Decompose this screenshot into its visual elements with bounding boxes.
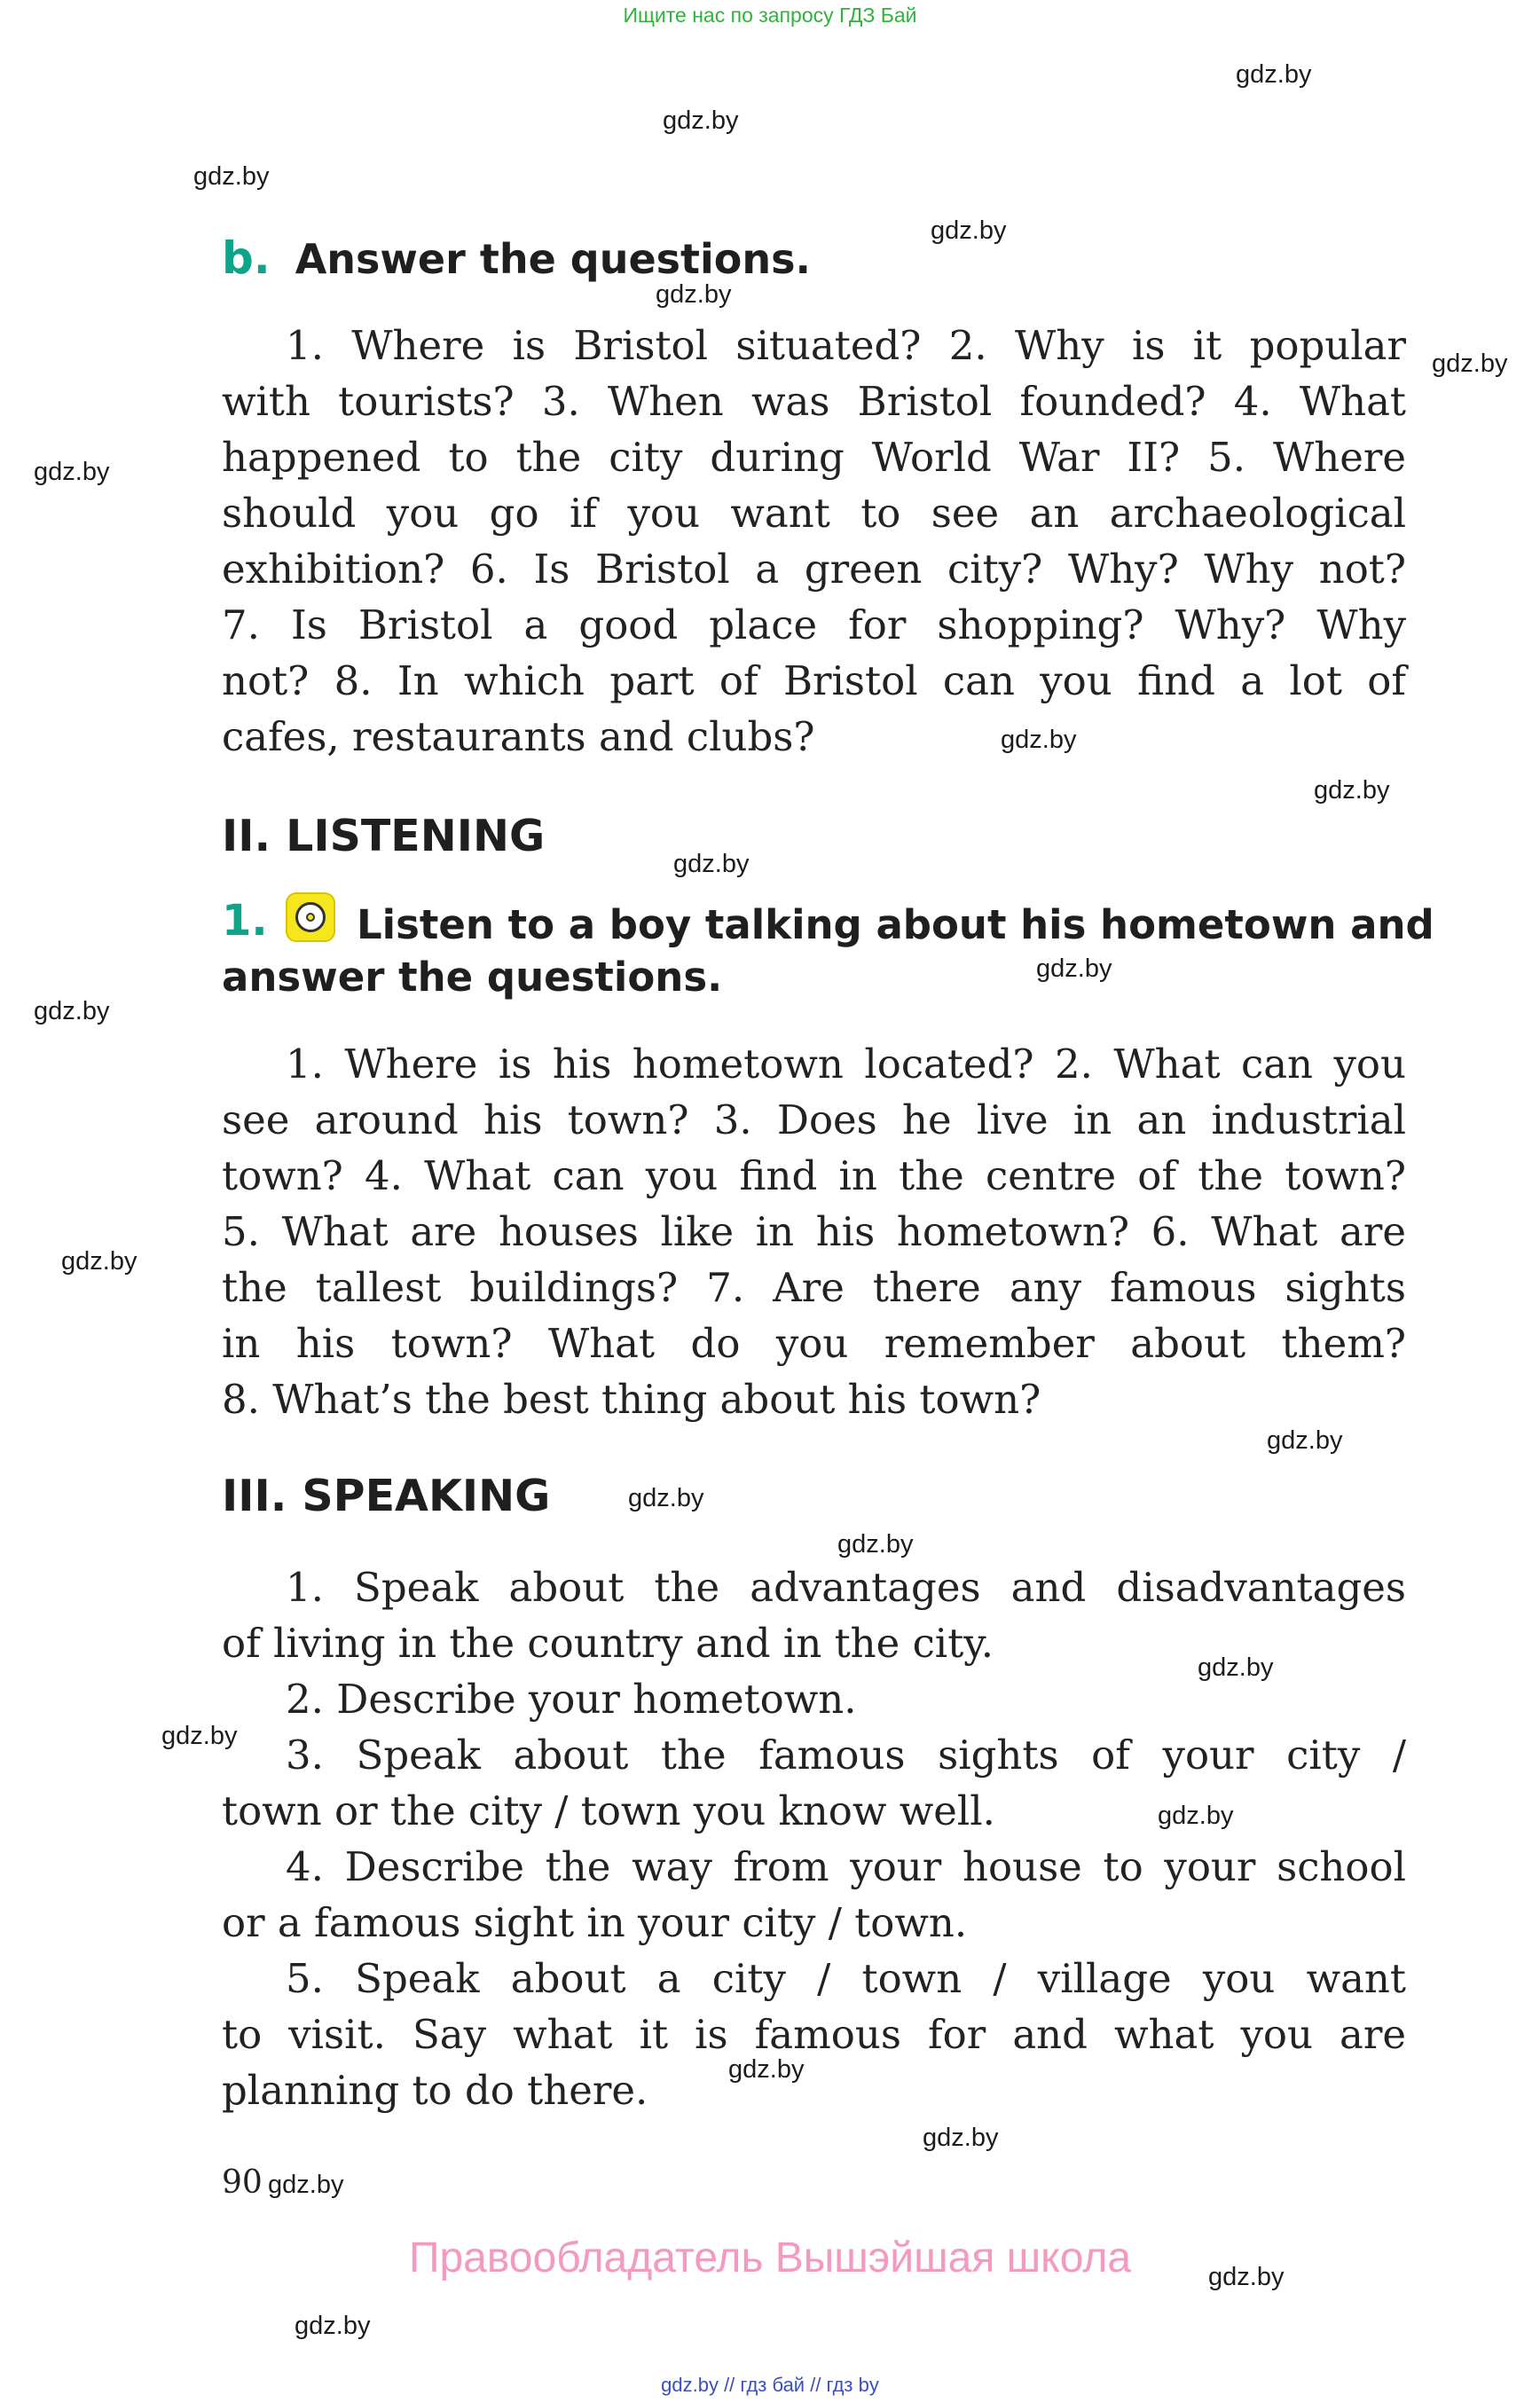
watermark: gdz.by (161, 1722, 238, 1750)
text-line: 8. What’s the best thing about his town? (222, 1376, 1041, 1423)
text-line: 3. Speak about the famous sights of your city / (286, 1732, 1406, 1779)
watermark: gdz.by (1198, 1653, 1274, 1682)
watermark: gdz.by (656, 280, 732, 309)
audio-cd-icon (286, 892, 335, 942)
watermark: gdz.by (931, 216, 1007, 245)
watermark: gdz.by (268, 2171, 344, 2199)
watermark: gdz.by (1314, 776, 1390, 805)
watermark: gdz.by (628, 1484, 704, 1512)
listening-task-number: 1. (222, 896, 268, 946)
text-line: cafes, restaurants and clubs? (222, 713, 815, 760)
text-line: 4. Describe the way from your house to your school (286, 1843, 1406, 1890)
text-line: 1. Speak about the advantages and disadvantages (286, 1564, 1406, 1611)
rights-holder: Правообладатель Вышэйшая школа (408, 2234, 1132, 2281)
listening-questions (222, 1036, 1406, 1427)
watermark: gdz.by (34, 458, 110, 486)
text-line: with tourists? 3. When was Bristol founded? 4. What (222, 378, 1406, 425)
section-b-questions (222, 318, 1406, 765)
text-line: should you go if you want to see an archaeological (222, 490, 1406, 537)
watermark: gdz.by (1158, 1802, 1234, 1830)
text-line: town or the city / town you know well. (222, 1787, 995, 1834)
text-line: 5. Speak about a city / town / village you want (286, 1955, 1406, 2002)
text-line: see around his town? 3. Does he live in an industrial (222, 1096, 1406, 1143)
top-banner: Ищите нас по запросу ГДЗ Бай (623, 4, 917, 27)
page-number: 90 (222, 2164, 263, 2201)
watermark: gdz.by (1036, 954, 1112, 983)
text-line: planning to do there. (222, 2067, 648, 2114)
speaking-tasks (222, 1559, 1406, 2118)
text-line: 5. What are houses like in his hometown? 6. What are (222, 1208, 1406, 1255)
watermark: gdz.by (1236, 60, 1312, 89)
watermark: gdz.by (1267, 1426, 1343, 1455)
section-b-title: Answer the questions. (295, 235, 811, 283)
listening-task-line2: answer the questions. (222, 954, 723, 1001)
listening-heading: II. LISTENING (222, 811, 546, 861)
text-line: happened to the city during World War II? 5. Where (222, 434, 1406, 481)
watermark: gdz.by (663, 106, 739, 135)
text-line: of living in the country and in the city. (222, 1620, 994, 1667)
text-line: or a famous sight in your city / town. (222, 1899, 968, 1946)
listening-task-line1: Listen to a boy talking about his hometown and (357, 901, 1434, 948)
section-b-letter: b. (222, 232, 271, 284)
watermark: gdz.by (923, 2124, 999, 2152)
speaking-heading: III. SPEAKING (222, 1471, 551, 1521)
text-line: to visit. Say what it is famous for and what you are (222, 2011, 1406, 2058)
section-b-heading (222, 232, 811, 284)
watermark: gdz.by (728, 2055, 805, 2084)
footer-links: gdz.by // гдз бай // гдз by (661, 2374, 879, 2396)
text-line: 1. Where is Bristol situated? 2. Why is it popular (286, 322, 1406, 369)
text-line: not? 8. In which part of Bristol can you find a lot of (222, 657, 1406, 704)
watermark: gdz.by (1432, 349, 1508, 378)
watermark: gdz.by (34, 997, 110, 1025)
watermark: gdz.by (295, 2312, 371, 2340)
text-line: exhibition? 6. Is Bristol a green city? Why? Why not? (222, 546, 1406, 593)
text-line: 7. Is Bristol a good place for shopping? Why? Why (222, 601, 1406, 648)
watermark: gdz.by (673, 850, 750, 878)
text-line: 2. Describe your hometown. (286, 1676, 857, 1723)
text-line: 1. Where is his hometown located? 2. What can you (286, 1041, 1406, 1088)
text-line: the tallest buildings? 7. Are there any famous sights (222, 1264, 1406, 1311)
watermark: gdz.by (837, 1530, 914, 1559)
watermark: gdz.by (1001, 726, 1077, 754)
watermark: gdz.by (193, 162, 270, 191)
text-line: in his town? What do you remember about them? (222, 1320, 1406, 1367)
text-line: town? 4. What can you find in the centre of the town? (222, 1152, 1406, 1199)
watermark: gdz.by (1208, 2263, 1285, 2291)
watermark: gdz.by (61, 1247, 138, 1276)
